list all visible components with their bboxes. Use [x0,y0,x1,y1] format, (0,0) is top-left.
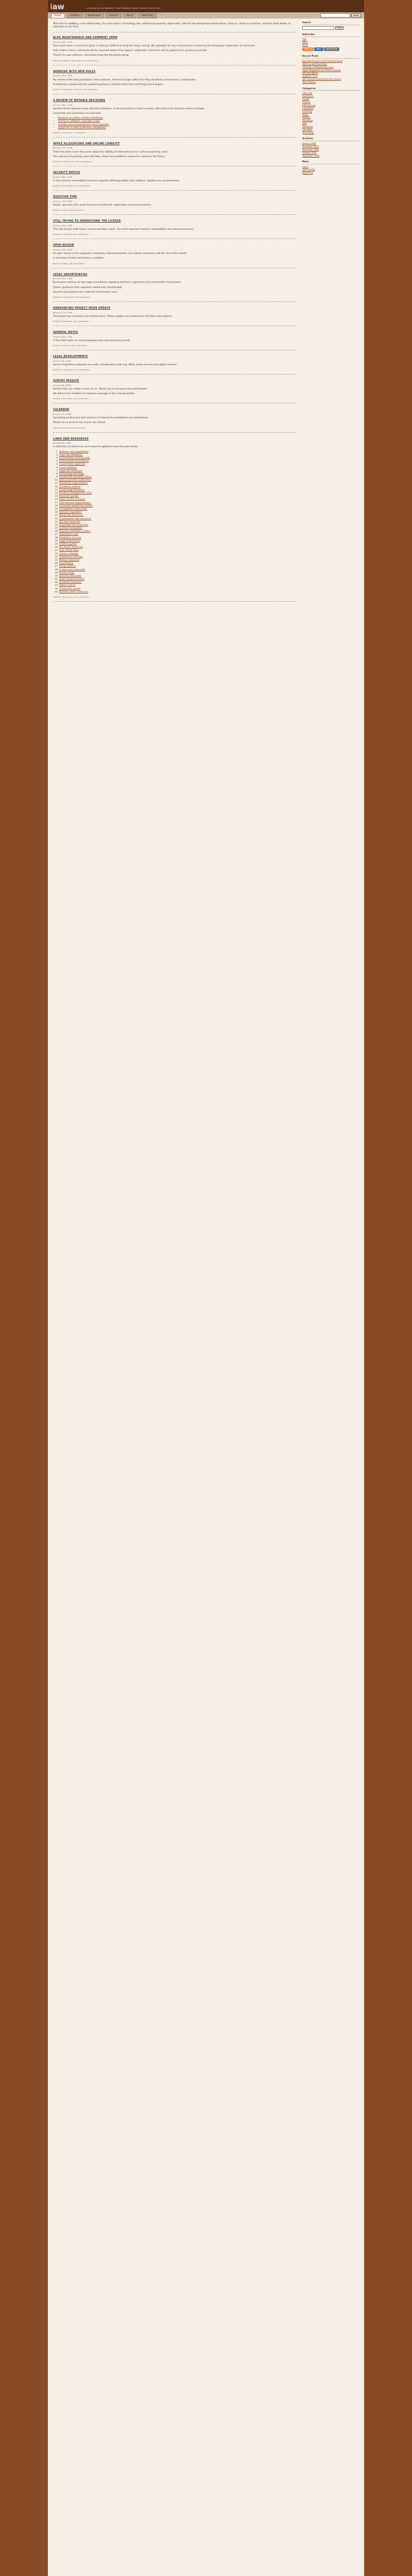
post-paragraph: Until further notice, comments will be reviewed before they appear. Legitimate comments will be published as quickly as possible. [53,49,208,53]
post-list-item[interactable]: 27. Arbitration rules [59,533,296,536]
sidebar-recent [302,55,360,83]
post-list-item[interactable]: 36. Court forms [59,562,296,565]
post-list-item[interactable]: 9. Intellectual property offices [59,476,296,479]
post-paragraph: Reader questions this week focused on trademark registration and licensing terms. [53,204,152,207]
post-list-item[interactable]: 2. Case law databases [59,454,296,457]
post-ordered-list [53,451,296,594]
post-list-item[interactable]: 41. Open source licenses [59,578,296,581]
post-list-item[interactable]: 40. Security advisories [59,575,296,578]
post-paragraph: The new license draft leaves several questions open. The most important concern compatibility and patent provisions. [53,228,194,231]
post-date: January 13th, 2006 [53,248,73,251]
post-list-item[interactable]: 14. Practice management tools [59,492,296,495]
post-title[interactable]: QUESTION TIME [53,196,77,199]
post-list-item[interactable]: 19. Competition authorities [59,508,296,511]
post [53,331,296,350]
archives-list [302,142,360,157]
sidebar-search-input[interactable] [302,26,334,30]
sidebar-categories-item[interactable]: Practice [302,116,311,119]
post [53,220,296,239]
post-title[interactable]: APPLE ALLEGATIONS AND ONLINE LIABILITY [53,143,120,146]
recent-list [302,60,360,84]
post-list-item[interactable]: • Opinion concerning domain name disputes [58,124,296,127]
post-paragraph: Several associations have called for harmonized rules. [53,291,118,294]
sidebar-categories-item[interactable]: Internet Law [302,104,316,107]
post-paragraph: A few short notes on recent developments and upcoming events. [53,339,131,342]
sidebar-categories-item[interactable]: Legislation [302,107,314,110]
nav-search [320,13,361,18]
post-paragraph: Please let us know of any events we missed. [53,421,106,425]
post-title[interactable]: SECURITY NOTICE [53,172,80,175]
post-date: January 19th, 2006 [53,74,73,77]
post-list-item[interactable]: 5. Government agencies [59,463,296,466]
post-list-item[interactable]: 42. Creative Commons [59,581,296,584]
post-list-item[interactable]: 38. E-discovery resources [59,569,296,572]
sidebar-archives-item[interactable]: November 2005 [302,148,319,151]
post-list-item[interactable]: 8. Technology law blogs [59,473,296,476]
post-date: January 7th, 2006 [53,412,71,415]
sidebar-meta-item[interactable]: Log in [302,165,309,168]
sidebar-subscribe [302,33,360,52]
post-paragraph: Businesses continue to face legal uncertainty regarding electronic signatures and cross-border transactions. [53,281,182,284]
post-list-item[interactable]: 25. Contract templates [59,527,296,530]
post [53,274,296,302]
post-meta[interactable]: Posted in General, Site News | No Comments » [53,59,99,62]
post-list-item[interactable]: 7. Legal aid resources [59,470,296,473]
tab-home[interactable]: Home [51,13,65,19]
post-list-item[interactable]: 34. Translation services [59,556,296,559]
post-paragraph: Thanks for your patience, and please keep the discussion going. [53,54,130,57]
nav-search-input[interactable] [320,13,350,18]
sidebar [302,22,360,178]
subscribe-list [302,38,360,47]
post-meta[interactable]: Posted in Legislation | No Comments » [53,368,91,371]
post-title[interactable]: A REVIEW OF NOTABLE DECISIONS [53,99,106,103]
post-meta[interactable]: Posted in Internet Law | No Comments » [53,160,93,163]
sidebar-subscribe-item[interactable]: Email [302,44,308,47]
post-date: January 9th, 2006 [53,359,71,362]
sidebar-categories-item[interactable]: Q&A [302,122,307,125]
post [53,172,296,191]
post-list-item[interactable]: • Ruling on software copyright scope [58,120,296,123]
post-date: January 20th, 2006 [53,40,73,43]
sidebar-recent-title: Recent Posts [302,55,360,59]
post-date: January 10th, 2006 [53,335,73,338]
sidebar-meta [302,161,360,174]
post-meta[interactable]: Posted in Site News | No Comments » [53,397,90,400]
post-paragraph: Several legislative proposals are under consideration that may affect online services and digital content. [53,363,178,366]
sidebar-search [302,22,360,30]
post-meta[interactable]: Posted in Site News | No Comments » [53,319,90,323]
badge-row [302,47,360,52]
post-meta[interactable]: Posted in Policy | No Comments » [53,262,86,265]
post-date: January 16th, 2006 [53,175,73,178]
sidebar-subscribe-item[interactable]: RSS [302,38,306,41]
post-paragraph: An open review of the proposal is underway. Interested parties can submit comments until the end of the month. [53,252,187,256]
intro-text [53,23,296,32]
sidebar-archives [302,138,360,157]
post-date: January 6th, 2006 [53,442,71,445]
post-list-item[interactable]: 6. Court websites [59,467,296,470]
post-title[interactable]: LEGAL DEVELOPMENTS [53,355,88,359]
post-list-item[interactable]: 18. Consumer protection bodies [59,505,296,508]
post-date: January 8th, 2006 [53,383,71,386]
post-title[interactable]: LINKS AND RESOURCES [53,437,89,440]
sidebar-meta-item[interactable]: Valid XHTML [302,168,315,171]
post-paragraph: Several recent decisions have attracted attention. A short summary of each is below, with links to the full texts where available. [53,107,205,110]
post-list-item[interactable]: • Judgment on data protection obligations [58,127,296,130]
tab-contact[interactable]: Contact [106,13,122,19]
meta-list [302,165,360,174]
post-list-item[interactable]: 24. Corporate law resources [59,524,296,527]
post-list-item[interactable]: 3. Commentary and journals [59,457,296,460]
post-list-item[interactable]: 29. Legal dictionaries [59,540,296,543]
post-list-item[interactable]: 16. Open access archives [59,498,296,501]
post-list-item[interactable]: 35. Notary resources [59,559,296,562]
sidebar-recent-item[interactable]: Still Trying to Understand the License [302,78,341,81]
post [53,355,296,375]
sidebar-categories-item[interactable]: Technology [302,131,314,134]
post-title[interactable]: ANNOUNCING PROJECT MOVE UPDATE [53,307,111,310]
post-paragraph: A new security vulnerability has been reported affecting widely used software. Updates are recommended. [53,179,180,182]
sidebar-categories-item[interactable]: General [302,101,311,104]
post-list-item[interactable]: 28. Mediation services [59,537,296,540]
sidebar-archives-item[interactable]: December 2005 [302,145,319,148]
sidebar-recent-item[interactable]: Apple Allegations and Online Liability [302,69,341,72]
tab-bookmarks[interactable]: Bookmarks [84,13,104,19]
post-list-item[interactable]: 22. Employment law resources [59,518,296,521]
post-list-item[interactable]: 44. Trademark search [59,588,296,591]
post-list-item[interactable]: 17. International organizations [59,502,296,505]
sidebar-archives-item[interactable]: October 2005 [302,151,317,154]
post-list-item[interactable]: 12. Academic centers [59,486,296,489]
post-title[interactable]: STILL TRYING TO UNDERSTAND THE LICENSE [53,220,121,223]
tab-about[interactable]: About [123,13,137,19]
post-meta[interactable]: Posted in Licensing | No Comments » [53,233,90,236]
sidebar-recent-item[interactable]: A Review of Notable Decisions [302,65,334,69]
post-title[interactable]: WORKING WITH NEW RULES [53,70,96,73]
post-title[interactable]: OPEN REVIEW [53,244,74,247]
sidebar-categories-item[interactable]: Procedure [302,119,313,122]
sidebar-categories [302,88,360,134]
content-area [48,19,364,2576]
post-list-item[interactable]: 10. Data protection authorities [59,479,296,482]
nav-search-button[interactable]: Search [351,13,361,18]
post-list-item[interactable]: 33. Library catalogs [59,553,296,556]
sidebar-categories-item[interactable]: Policy [302,113,308,116]
post-date: January 18th, 2006 [53,103,73,106]
post [53,71,296,94]
post-date: January 12th, 2006 [53,277,73,280]
post-paragraph: There has been much discussion about the liability of intermediaries for content posted by users. [53,150,169,154]
sidebar-categories-item[interactable]: Site News [302,128,313,131]
post-paragraph: Upcoming conferences and seminars of interest to practitioners are listed below. [53,417,149,420]
post-list-item[interactable]: 13. Continuing education [59,489,296,492]
intro-paragraph: Welcome to LawBlog, a law-related blog. Our main topics: technology law, intellectual property, legal news, internet law and general observations. Jump in, check our archives, read the posts below, or subscribe to our feed. [53,23,291,29]
post [53,99,296,138]
post-paragraph: The outcome of pending cases will likely shape how platforms respond to notices in the future. [53,155,166,158]
post-list-item[interactable]: • Decision on online contract formation [58,117,296,120]
sidebar-meta-item[interactable]: WordPress [302,171,313,174]
post-title[interactable]: SURVEY RESULTS [53,380,79,383]
post-date: January 15th, 2006 [53,199,73,202]
post-date: January 14th, 2006 [53,224,73,227]
post-list [53,117,296,130]
post [53,409,296,432]
categories-list [302,92,360,134]
post-list-item[interactable]: 11. Standards organizations [59,482,296,485]
post [53,244,296,268]
post-paragraph: We will use the feedback to improve coverage in the coming months. [53,393,135,396]
post-date: January 17th, 2006 [53,146,73,149]
sidebar-categories-item[interactable]: Licensing [302,110,312,113]
post-list-item[interactable]: 43. Patent search [59,584,296,587]
site-logo[interactable]: law [50,2,64,11]
sidebar-archives-item[interactable]: January 2006 [302,142,316,145]
sidebar-search-title: Search [302,22,360,25]
post-paragraph: Comments and corrections are welcome. [53,112,102,115]
post-title[interactable]: CALENDAR [53,409,70,412]
rss-badge[interactable]: RSS 2.0 [302,47,314,51]
post-title[interactable]: LEGAL UNCERTAINTIES [53,273,88,276]
post-list [53,37,296,602]
tab-archives[interactable]: Archives [66,13,83,19]
post-title[interactable]: GENERAL NOTES [53,331,78,334]
post-meta[interactable]: Posted in Commerce | No Comments » [53,295,91,298]
sidebar-categories-title: Categories [302,88,360,91]
post-list-item[interactable]: 20. Telecom regulators [59,511,296,514]
tab-subscribe[interactable]: Subscribe [138,13,156,19]
post-paragraph: Results from our reader survey are in. Thank you to everyone who participated. [53,387,148,391]
post [53,307,296,326]
atom-badge[interactable]: Atom [314,47,323,51]
sidebar-categories-item[interactable]: Events [302,98,310,101]
post-list-item[interactable]: 31. Bar exam resources [59,546,296,549]
post [53,438,296,602]
sidebar-categories-item[interactable]: Case Law [302,92,313,95]
post-meta[interactable]: Posted in Technology | No Comments » [53,184,92,188]
post-list-item[interactable]: 45. Domain name resources [59,591,296,594]
post-list-item[interactable]: 37. Filing systems [59,565,296,568]
sidebar-recent-item[interactable]: Security Notice [302,72,318,75]
post-paragraph: My review of the new procedural rules continues. Several changes affect the filing deadlines and electronic submissions. [53,78,196,81]
post-paragraph: A summary of early comments is available. [53,257,105,260]
post-meta[interactable]: Posted in Q&A | No Comments » [53,209,85,212]
sidebar-archives-title: Archives [302,138,360,141]
post-meta[interactable]: Posted in Case Law | 1 Comment » [53,131,88,134]
nav-tabs [51,13,157,19]
sidebar-subscribe-title: Subscribe [302,33,360,37]
main-column [53,23,296,607]
site-header [48,0,364,12]
post-date: January 11th, 2006 [53,311,73,314]
sidebar-search-button[interactable]: Search [335,26,344,30]
post-meta[interactable]: Posted in Procedure, Practice | No Comments » [53,88,99,91]
sidebar-categories-item[interactable]: Commerce [302,95,314,98]
post-list-item[interactable]: 15. Research guides [59,495,296,498]
post-paragraph: The recent wave of comment spam is making it difficult to keep this blog running. We apologize for any inconvenience caused by the temporary moderation of comments. [53,45,256,48]
post-paragraph: The project has moved to new infrastructure. Please update your bookmarks and feed subscriptions. [53,315,173,318]
sidebar-archives-item[interactable]: September 2005 [302,154,320,157]
post-list-item[interactable]: 30. Citation guides [59,543,296,546]
sidebar-categories-item[interactable]: Resources [302,125,313,128]
post-list-item[interactable]: 32. Law school sites [59,549,296,552]
post-list-item[interactable]: 21. Media law resources [59,514,296,517]
site-tagline: a law blog by Lars Wettstein, Peter Wettstein, Daniel Goessler, Warren Hess [87,7,161,9]
post-title[interactable]: BLOG MAINTENANCE AND COMMENT SPAM [53,37,117,40]
post [53,380,296,403]
post-list-item[interactable]: 39. Privacy tools [59,572,296,575]
post-meta[interactable]: Posted in Events | No Comments » [53,426,87,429]
sidebar-subscribe-item[interactable]: Atom [302,41,308,44]
post-meta[interactable]: Posted in General | No Comments » [53,344,88,347]
xhtml-badge[interactable]: Valid XHTML [324,47,339,51]
sidebar-recent-item[interactable]: Blog Maintenance and Comment Spam [302,59,343,62]
post-list-item[interactable]: 26. Dispute resolution centers [59,530,296,533]
post [53,37,296,65]
post [53,196,296,215]
post-list-item[interactable]: 4. Professional associations [59,460,296,463]
post-paragraph: Clearer guidance from regulators would help considerably. [53,286,123,289]
post-meta[interactable]: Posted in Resources | No Comments » [53,596,91,599]
sidebar-recent-item[interactable]: Question Time [302,75,317,78]
sidebar-recent-item[interactable]: Working with New Rules [302,62,328,65]
post [53,143,296,166]
sidebar-meta-title: Meta [302,161,360,164]
post-paragraph: Practitioners should read the updated guidance carefully before the next filing period begins. [53,83,164,86]
sidebar-recent-item[interactable]: Open Review [302,81,316,84]
post-list-item[interactable]: 23. Tax law resources [59,521,296,524]
post-paragraph: A collection of useful links and resources gathered over the past weeks: [53,446,139,449]
post-list-item[interactable]: 1. Statutes and regulations [59,451,296,454]
top-navigation [48,12,364,19]
